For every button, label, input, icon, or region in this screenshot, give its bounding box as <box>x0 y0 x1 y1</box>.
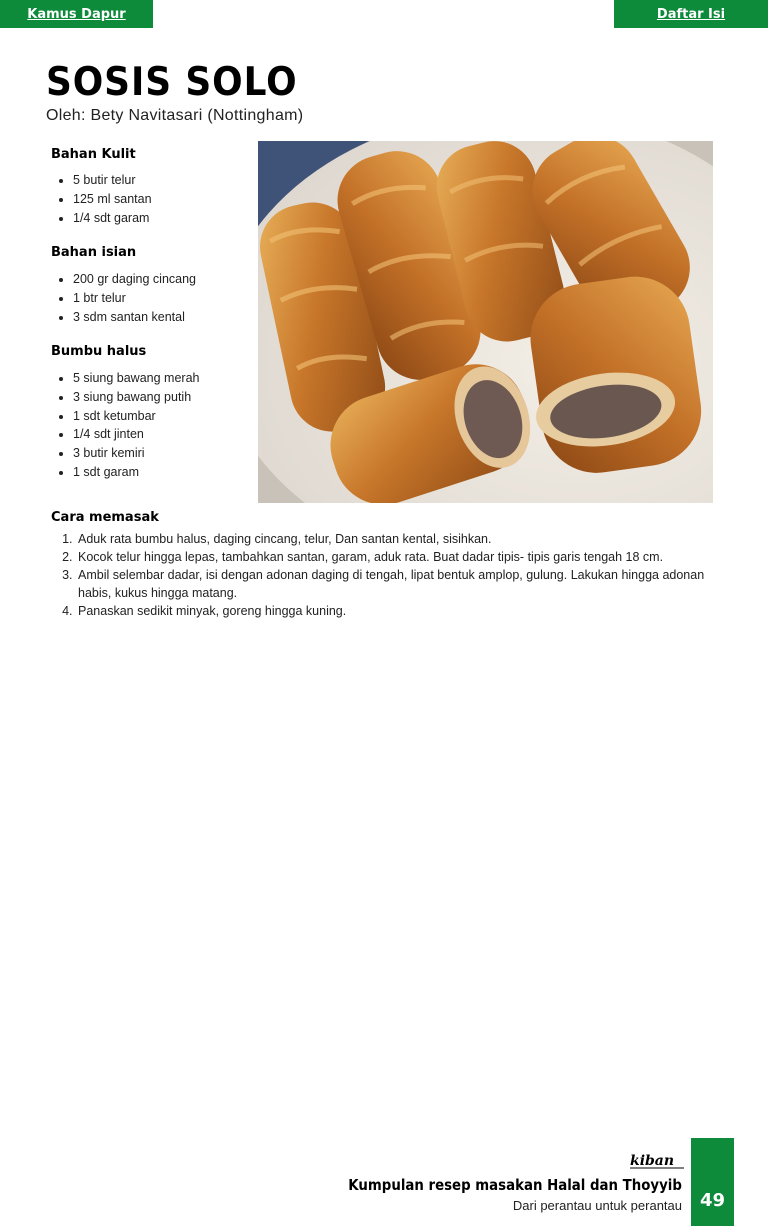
ingredient-item: • 1 sdt ketumbar <box>73 407 199 426</box>
recipe-photo <box>258 141 713 503</box>
ingredient-item: • 3 sdm santan kental <box>73 308 196 327</box>
method-step: 3. Ambil selembar dadar, isi dengan adonan daging di tengah, lipat bentuk amplop, gulung. Lakukan hingga adonan habis, kukus hingga matang. <box>76 566 736 602</box>
page-number-box <box>691 1138 734 1226</box>
ingredient-item: • 3 butir kemiri <box>73 444 199 463</box>
ingredient-item: • 3 siung bawang putih <box>73 388 199 407</box>
daftar-isi-link[interactable]: Daftar Isi <box>614 0 768 28</box>
ingredient-item: • 1/4 sdt jinten <box>73 425 199 444</box>
svg-text:kiban: kiban <box>630 1153 675 1169</box>
kiban-logo <box>630 1152 685 1172</box>
method-steps-list <box>55 530 736 620</box>
ingredient-list-bahan-kulit <box>54 171 152 227</box>
section-heading-cara-memasak: Cara memasak <box>51 510 159 525</box>
ingredient-list-bumbu-halus <box>54 369 199 482</box>
page-number: 49 <box>699 1190 726 1211</box>
section-heading-bumbu-halus: Bumbu halus <box>51 344 147 359</box>
section-heading-bahan-isian: Bahan isian <box>51 245 137 260</box>
ingredient-list-bahan-isian <box>54 270 196 326</box>
kamus-dapur-link[interactable]: Kamus Dapur <box>0 0 153 28</box>
recipe-title: SOSIS SOLO <box>46 60 298 105</box>
ingredient-item: • 1 sdt garam <box>73 463 199 482</box>
section-heading-bahan-kulit: Bahan Kulit <box>51 147 136 162</box>
book-tagline: Dari perantau untuk perantau <box>512 1198 682 1213</box>
ingredient-item: • 5 siung bawang merah <box>73 369 199 388</box>
ingredient-item: • 1 btr telur <box>73 289 196 308</box>
method-step: 4. Panaskan sedikit minyak, goreng hingga kuning. <box>76 602 736 620</box>
method-step: 1. Aduk rata bumbu halus, daging cincang, telur, Dan santan kental, sisihkan. <box>76 530 736 548</box>
method-step: 2. Kocok telur hingga lepas, tambahkan santan, garam, aduk rata. Buat dadar tipis- tipis garis tengah 18 cm. <box>76 548 736 566</box>
ingredient-item: • 125 ml santan <box>73 190 152 209</box>
book-title: Kumpulan resep masakan Halal dan Thoyyib <box>348 1176 682 1194</box>
ingredient-item: • 1/4 sdt garam <box>73 209 152 228</box>
recipe-author: Oleh: Bety Navitasari (Nottingham) <box>46 107 304 124</box>
ingredient-item: • 5 butir telur <box>73 171 152 190</box>
ingredient-item: • 200 gr daging cincang <box>73 270 196 289</box>
